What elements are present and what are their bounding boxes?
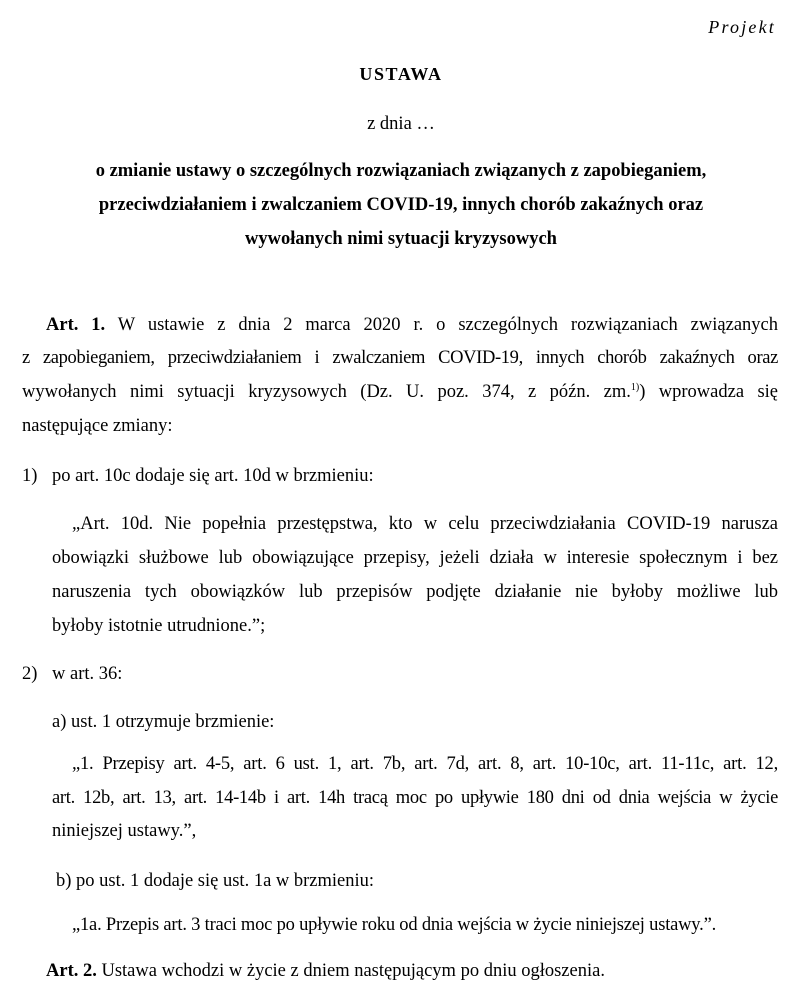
article-1-line: następujące zmiany:: [22, 416, 173, 436]
article-text: wywołanych nimi sytuacji kryzysowych (Dz. U. poz. 374, z późn. zm.: [22, 382, 631, 402]
document-type-heading: USTAWA: [359, 64, 443, 84]
article-text: ) wprowadza się: [639, 382, 778, 402]
footnote-reference[interactable]: 1): [630, 382, 640, 393]
article-2: [46, 960, 605, 982]
point-number: 2): [22, 664, 38, 684]
title-line: wywołanych nimi sytuacji kryzysowych: [245, 229, 557, 249]
point-text: w art. 36:: [52, 664, 123, 684]
letter-a-text: a) ust. 1 otrzymuje brzmienie:: [52, 712, 275, 732]
article-1-label: Art. 1.: [46, 315, 106, 335]
quoted-text-line: byłoby istotnie utrudnione.”;: [52, 616, 266, 636]
quoted-text-line: „Art. 10d. Nie popełnia przestępstwa, kto w celu przeciwdziałania COVID-19 narusza: [72, 514, 778, 534]
date-line: z dnia …: [367, 114, 435, 134]
quoted-text-line: obowiązki służbowe lub obowiązujące przepisy, jeżeli działa w interesie społecznym i bez: [52, 548, 778, 568]
quoted-text-line: naruszenia tych obowiązków lub przepisów podjęte działanie nie byłoby możliwe lub: [52, 582, 778, 602]
article-1-line: [46, 314, 778, 336]
article-1-line: z zapobieganiem, przeciwdziałaniem i zwalczaniem COVID-19, innych chorób zakaźnych oraz: [22, 348, 778, 368]
article-2-text: Ustawa wchodzi w życie z dniem następującym po dniu ogłoszenia.: [96, 961, 605, 981]
quoted-text-line: art. 12b, art. 13, art. 14-14b i art. 14h tracą moc po upływie 180 dni od dnia wejścia w życie: [52, 788, 778, 808]
article-2-label: Art. 2.: [46, 961, 97, 981]
quoted-text-line: „1a. Przepis art. 3 traci moc po upływie roku od dnia wejścia w życie niniejszej ustawy.”.: [72, 915, 717, 935]
title-line: przeciwdziałaniem i zwalczaniem COVID-19, innych chorób zakaźnych oraz: [98, 195, 704, 215]
projekt-label: Projekt: [708, 17, 776, 37]
quoted-text-line: niniejszej ustawy.”,: [52, 821, 197, 841]
letter-b-text: b) po ust. 1 dodaje się ust. 1a w brzmieniu:: [56, 871, 375, 891]
quoted-text-line: „1. Przepisy art. 4-5, art. 6 ust. 1, art. 7b, art. 7d, art. 8, art. 10-10c, art. 11-11c, art. 12,: [72, 754, 778, 774]
point-number: 1): [22, 466, 38, 486]
article-1-line: [22, 381, 778, 403]
article-text: W ustawie z dnia 2 marca 2020 r. o szczególnych rozwiązaniach związanych: [105, 315, 778, 335]
title-line: o zmianie ustawy o szczególnych rozwiązaniach związanych z zapobieganiem,: [95, 161, 707, 181]
point-text: po art. 10c dodaje się art. 10d w brzmieniu:: [52, 466, 374, 486]
